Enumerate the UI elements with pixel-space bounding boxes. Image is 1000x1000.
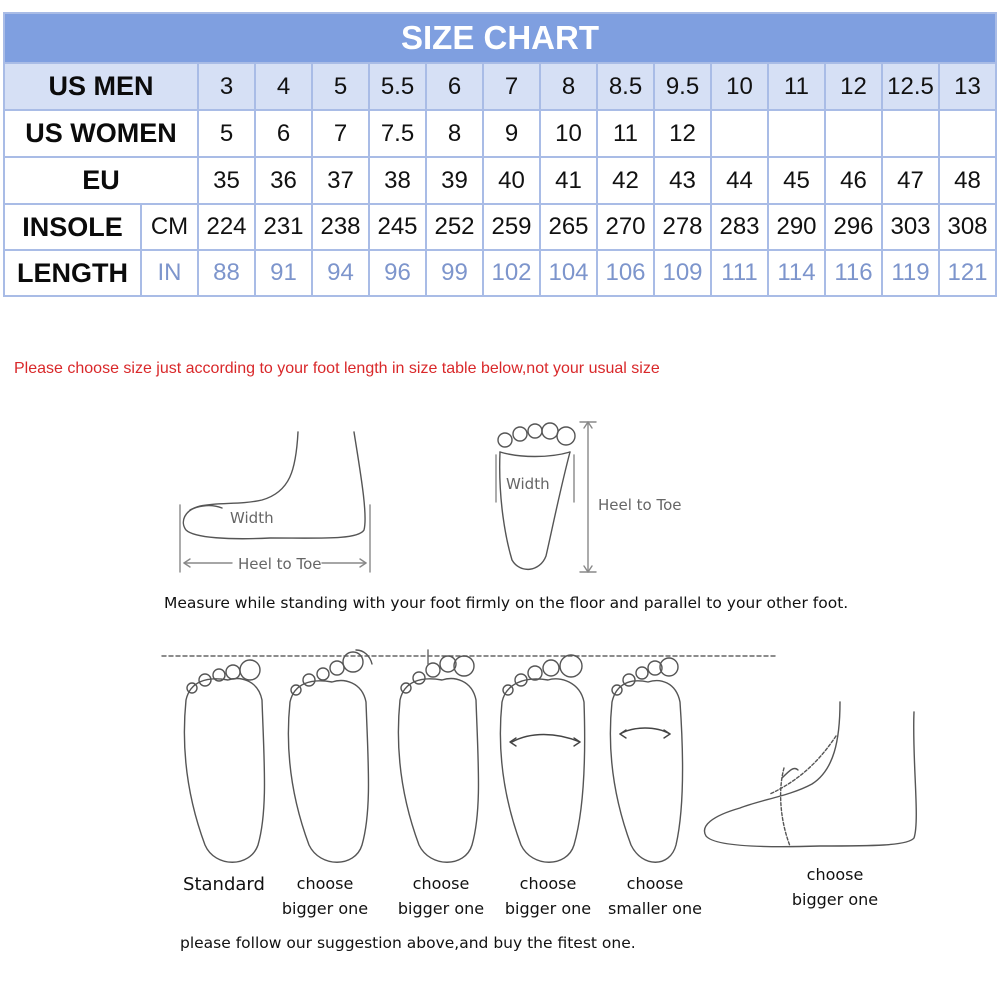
foot-label-line1: choose [626, 874, 684, 893]
heel-to-toe-label-side: Heel to Toe [238, 555, 322, 573]
size-cell: 88 [198, 250, 255, 296]
size-cell: 9.5 [654, 63, 711, 110]
foot-outline-wide-foot-icon [500, 655, 584, 862]
size-cell: 41 [540, 157, 597, 204]
size-cell: 9 [483, 110, 540, 157]
size-cell: 5.5 [369, 63, 426, 110]
foot-label-line1: choose [412, 874, 470, 893]
measure-instruction: Measure while standing with your foot firmly on the floor and parallel to your other foot. [164, 594, 849, 612]
size-cell: 8.5 [597, 63, 654, 110]
row-label-length: LENGTH [4, 250, 141, 296]
size-cell: 39 [426, 157, 483, 204]
foot-label-line2: bigger one [504, 899, 592, 918]
size-cell: 3 [198, 63, 255, 110]
size-cell: 308 [939, 204, 996, 250]
size-cell: 46 [825, 157, 882, 204]
size-cell: 11 [597, 110, 654, 157]
size-cell: 7 [483, 63, 540, 110]
foot-outline-wide-toe-icon [398, 650, 478, 862]
foot-label-line1: choose [519, 874, 577, 893]
size-cell: 36 [255, 157, 312, 204]
size-cell: 5 [198, 110, 255, 157]
size-cell: 116 [825, 250, 882, 296]
size-cell: 96 [369, 250, 426, 296]
size-cell: 10 [711, 63, 768, 110]
foot-label-line1: choose [806, 865, 864, 884]
size-cell: 43 [654, 157, 711, 204]
size-cell: 12 [825, 63, 882, 110]
size-cell: 7.5 [369, 110, 426, 157]
width-label-sole: Width [506, 475, 550, 493]
size-cell: 278 [654, 204, 711, 250]
foot-label-line1: choose [296, 874, 354, 893]
size-cell: 104 [540, 250, 597, 296]
size-cell: 6 [426, 63, 483, 110]
foot-label-line2: bigger one [281, 899, 369, 918]
size-cell: 40 [483, 157, 540, 204]
size-cell: 252 [426, 204, 483, 250]
size-cell: 94 [312, 250, 369, 296]
row-label-insole: INSOLE [4, 204, 141, 250]
size-cell: 224 [198, 204, 255, 250]
size-cell: 11 [768, 63, 825, 110]
size-cell: 47 [882, 157, 939, 204]
size-cell: 45 [768, 157, 825, 204]
size-cell: 12.5 [882, 63, 939, 110]
width-label-side: Width [230, 509, 274, 527]
size-cell: 44 [711, 157, 768, 204]
size-cell: 99 [426, 250, 483, 296]
foot-label-line2: smaller one [608, 899, 702, 918]
size-cell: 121 [939, 250, 996, 296]
table-title: SIZE CHART [4, 13, 996, 63]
foot-label-narrow-foot [596, 871, 714, 921]
size-cell: 8 [426, 110, 483, 157]
size-cell: 270 [597, 204, 654, 250]
size-cell: 238 [312, 204, 369, 250]
foot-outline-standard-icon [184, 660, 264, 862]
foot-label-line2: bigger one [791, 890, 879, 909]
size-cell: 231 [255, 204, 312, 250]
size-cell: 38 [369, 157, 426, 204]
unit-label-cm: CM [141, 204, 198, 250]
size-notice: Please choose size just according to your foot length in size table below,not your usual size [14, 360, 660, 377]
size-cell: 8 [540, 63, 597, 110]
size-cell: 109 [654, 250, 711, 296]
size-cell: 5 [312, 63, 369, 110]
size-cell: 119 [882, 250, 939, 296]
footer-suggestion: please follow our suggestion above,and buy the fitest one. [180, 934, 636, 952]
row-label-us-women: US WOMEN [4, 110, 198, 157]
size-cell: 37 [312, 157, 369, 204]
size-cell: 106 [597, 250, 654, 296]
size-cell: 13 [939, 63, 996, 110]
foot-label-long-toe [272, 871, 378, 921]
size-cell: 42 [597, 157, 654, 204]
size-cell: 35 [198, 157, 255, 204]
size-cell: 290 [768, 204, 825, 250]
foot-outline-narrow-foot-icon [610, 658, 682, 862]
foot-label-high-instep [780, 862, 890, 912]
size-cell: 111 [711, 250, 768, 296]
size-cell: 6 [255, 110, 312, 157]
size-cell: 265 [540, 204, 597, 250]
size-cell: 4 [255, 63, 312, 110]
foot-outline-long-toe-icon [288, 650, 372, 862]
heel-to-toe-label-sole: Heel to Toe [598, 496, 682, 514]
row-label-eu: EU [4, 157, 198, 204]
sole-view-foot-icon [496, 422, 596, 572]
size-cell: 283 [711, 204, 768, 250]
foot-outline-high-instep-icon [704, 702, 916, 847]
size-cell: 259 [483, 204, 540, 250]
size-cell: 114 [768, 250, 825, 296]
size-cell: 10 [540, 110, 597, 157]
foot-label-wide-toe [386, 871, 496, 921]
size-cell: 12 [654, 110, 711, 157]
size-cell: 48 [939, 157, 996, 204]
foot-label-line1: Standard [183, 874, 265, 895]
foot-label-line2: bigger one [397, 899, 485, 918]
size-cell: 303 [882, 204, 939, 250]
foot-label-standard [172, 872, 276, 897]
unit-label-in: IN [141, 250, 198, 296]
row-label-us-men: US MEN [4, 63, 198, 110]
size-cell: 7 [312, 110, 369, 157]
side-view-foot-icon [180, 432, 370, 572]
size-cell: 245 [369, 204, 426, 250]
foot-label-wide-foot [494, 871, 602, 921]
size-cell: 102 [483, 250, 540, 296]
size-cell: 296 [825, 204, 882, 250]
size-cell: 91 [255, 250, 312, 296]
